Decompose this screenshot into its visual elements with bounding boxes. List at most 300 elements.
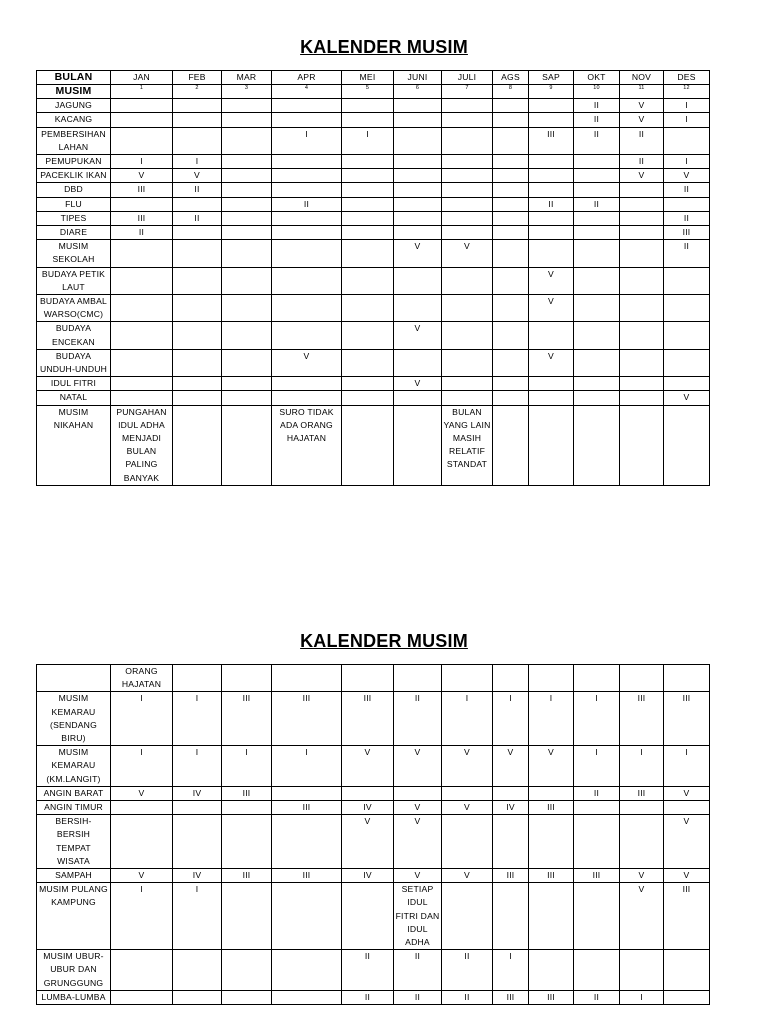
table-cell: II — [394, 950, 442, 991]
table-cell: III — [493, 869, 529, 883]
table-cell: III — [111, 211, 173, 225]
table-cell: I — [664, 99, 710, 113]
table-cell: III — [620, 786, 664, 800]
table-cell: V — [173, 169, 222, 183]
row-label: IDUL FITRI — [37, 377, 111, 391]
header-cell — [664, 665, 710, 692]
table-cell — [342, 405, 394, 485]
table-cell — [442, 113, 493, 127]
table-cell — [442, 349, 493, 376]
table-cell — [394, 295, 442, 322]
table-cell — [493, 155, 529, 169]
month-number: 4 — [272, 85, 342, 99]
row-label: BUDAYA UNDUH-UNDUH — [37, 349, 111, 376]
table-cell: I — [272, 746, 342, 787]
table-cell: II — [342, 990, 394, 1004]
table-cell: I — [173, 883, 222, 950]
table-cell: III — [529, 990, 574, 1004]
table-cell — [394, 786, 442, 800]
table-cell: III — [529, 127, 574, 154]
table-cell — [173, 127, 222, 154]
table-cell — [173, 99, 222, 113]
table-cell: I — [173, 155, 222, 169]
table-row — [37, 815, 710, 869]
table-row — [37, 127, 710, 154]
table-cell — [574, 267, 620, 294]
table-cell — [342, 295, 394, 322]
table-cell — [173, 197, 222, 211]
table-cell — [620, 211, 664, 225]
table-cell: II — [574, 113, 620, 127]
table-cell: II — [442, 950, 493, 991]
row-label: MUSIM KEMARAU (KM.LANGIT) — [37, 746, 111, 787]
table-cell — [493, 349, 529, 376]
table-cell — [442, 267, 493, 294]
table-row — [37, 267, 710, 294]
table-cell — [574, 377, 620, 391]
table-cell — [493, 183, 529, 197]
table-cell — [620, 391, 664, 405]
table-cell: I — [442, 692, 493, 746]
table-cell: II — [574, 786, 620, 800]
table-cell: I — [111, 155, 173, 169]
table-cell — [173, 815, 222, 869]
table-cell — [222, 801, 272, 815]
header-cell — [272, 665, 342, 692]
month-number: 6 — [394, 85, 442, 99]
month-number: 5 — [342, 85, 394, 99]
table-cell — [272, 211, 342, 225]
table-cell — [620, 349, 664, 376]
header-cell — [574, 665, 620, 692]
table-cell — [272, 226, 342, 240]
table-cell — [342, 183, 394, 197]
table-cell — [342, 169, 394, 183]
table-cell — [342, 349, 394, 376]
table-cell — [664, 377, 710, 391]
table-cell — [620, 183, 664, 197]
table-cell — [272, 322, 342, 349]
table-cell: III — [272, 801, 342, 815]
header-cell — [37, 665, 111, 692]
table-row — [37, 155, 710, 169]
table-cell — [272, 99, 342, 113]
table-cell — [394, 405, 442, 485]
table-row — [37, 883, 710, 950]
table-cell — [442, 99, 493, 113]
table-cell — [272, 377, 342, 391]
table-cell: V — [394, 322, 442, 349]
table-cell — [442, 295, 493, 322]
table-cell: V — [620, 869, 664, 883]
table-cell — [173, 295, 222, 322]
table-row — [37, 349, 710, 376]
table-cell — [664, 322, 710, 349]
table-cell: II — [574, 127, 620, 154]
row-label: DIARE — [37, 226, 111, 240]
table-row — [37, 692, 710, 746]
table-cell — [529, 211, 574, 225]
table-cell: IV — [493, 801, 529, 815]
table-cell: V — [342, 815, 394, 869]
table-cell — [394, 99, 442, 113]
table-cell — [529, 405, 574, 485]
table-cell — [529, 113, 574, 127]
header-row — [37, 71, 710, 85]
table-cell — [493, 295, 529, 322]
table-cell — [272, 240, 342, 267]
table-cell: IV — [342, 801, 394, 815]
table-cell — [111, 377, 173, 391]
table-cell — [111, 391, 173, 405]
table-cell: PUNGAHAN IDUL ADHA MENJADI BULAN PALING BANYAK — [111, 405, 173, 485]
table-cell: III — [664, 226, 710, 240]
table-cell — [173, 226, 222, 240]
table-cell: V — [394, 746, 442, 787]
month-header: JULI — [442, 71, 493, 85]
row-label: DBD — [37, 183, 111, 197]
table-row — [37, 746, 710, 787]
table-cell: I — [620, 990, 664, 1004]
table-cell — [442, 377, 493, 391]
table-cell: V — [394, 815, 442, 869]
row-label: MUSIM PULANG KAMPUNG — [37, 883, 111, 950]
table-cell — [574, 801, 620, 815]
table-cell: I — [222, 746, 272, 787]
table-cell — [620, 267, 664, 294]
table-cell — [111, 113, 173, 127]
table-cell — [529, 883, 574, 950]
table-cell — [272, 113, 342, 127]
header-cell — [620, 665, 664, 692]
row-label: KACANG — [37, 113, 111, 127]
table-cell — [272, 815, 342, 869]
table-cell — [664, 267, 710, 294]
table-cell: V — [272, 349, 342, 376]
table-row — [37, 405, 710, 485]
table-cell — [394, 391, 442, 405]
row-label: MUSIM KEMARAU (SENDANG BIRU) — [37, 692, 111, 746]
table-cell — [394, 127, 442, 154]
table-cell — [222, 322, 272, 349]
table-cell — [664, 349, 710, 376]
table-cell: I — [342, 127, 394, 154]
table-cell: III — [574, 869, 620, 883]
table-cell — [493, 169, 529, 183]
table-row — [37, 113, 710, 127]
table-cell — [493, 815, 529, 869]
table-cell: V — [664, 869, 710, 883]
table-cell — [342, 155, 394, 169]
table-cell — [342, 113, 394, 127]
table-cell — [342, 211, 394, 225]
table-cell — [394, 211, 442, 225]
header-row — [37, 665, 710, 692]
table-cell — [222, 950, 272, 991]
table-cell — [493, 197, 529, 211]
table-cell — [222, 883, 272, 950]
table-cell — [342, 883, 394, 950]
table-row — [37, 391, 710, 405]
table-cell — [222, 99, 272, 113]
table-cell — [574, 815, 620, 869]
table-cell: V — [394, 869, 442, 883]
table-cell — [342, 226, 394, 240]
month-header: APR — [272, 71, 342, 85]
table-cell: III — [222, 869, 272, 883]
table-cell — [394, 169, 442, 183]
table-cell: V — [620, 113, 664, 127]
table-row — [37, 99, 710, 113]
table-cell: I — [529, 692, 574, 746]
table-cell — [342, 377, 394, 391]
table-cell: II — [394, 692, 442, 746]
table-cell: V — [493, 746, 529, 787]
header-cell — [394, 665, 442, 692]
table-cell — [173, 322, 222, 349]
table-cell: V — [442, 240, 493, 267]
table-row — [37, 950, 710, 991]
table-row — [37, 211, 710, 225]
table-cell: V — [394, 240, 442, 267]
table-cell — [574, 211, 620, 225]
table-cell: II — [394, 990, 442, 1004]
table-cell: V — [442, 801, 493, 815]
table-cell — [574, 226, 620, 240]
table-cell: V — [394, 377, 442, 391]
table-cell — [222, 377, 272, 391]
table-cell: II — [442, 990, 493, 1004]
month-header: AGS — [493, 71, 529, 85]
table-cell: III — [222, 692, 272, 746]
row-label: BERSIH-BERSIH TEMPAT WISATA — [37, 815, 111, 869]
table-cell — [620, 801, 664, 815]
month-header: JAN — [111, 71, 173, 85]
month-number: 3 — [222, 85, 272, 99]
table-cell — [272, 950, 342, 991]
table-cell — [620, 377, 664, 391]
table-cell — [272, 183, 342, 197]
table-cell — [173, 267, 222, 294]
table-cell — [664, 950, 710, 991]
table-cell: V — [529, 349, 574, 376]
row-label: PACEKLIK IKAN — [37, 169, 111, 183]
table-cell: III — [342, 692, 394, 746]
table-cell — [442, 169, 493, 183]
table-cell — [529, 322, 574, 349]
table-cell: SURO TIDAK ADA ORANG HAJATAN — [272, 405, 342, 485]
table-cell — [574, 322, 620, 349]
table-cell: II — [173, 183, 222, 197]
header-cell — [529, 665, 574, 692]
table-cell: II — [111, 226, 173, 240]
header-cell — [173, 665, 222, 692]
table-cell — [111, 815, 173, 869]
table-cell — [173, 240, 222, 267]
table-cell — [664, 295, 710, 322]
table-cell — [442, 127, 493, 154]
table-cell — [529, 183, 574, 197]
header-cell — [442, 665, 493, 692]
table-cell: II — [342, 950, 394, 991]
table-cell: IV — [342, 869, 394, 883]
table-cell — [529, 391, 574, 405]
table-cell — [173, 113, 222, 127]
table-cell — [173, 950, 222, 991]
table-cell — [493, 322, 529, 349]
table-cell — [493, 127, 529, 154]
table-cell: III — [272, 692, 342, 746]
table-cell — [493, 99, 529, 113]
table-cell — [442, 183, 493, 197]
table-cell: II — [664, 183, 710, 197]
table-cell — [173, 990, 222, 1004]
table-cell: II — [620, 127, 664, 154]
table-cell — [222, 267, 272, 294]
row-label: MUSIM SEKOLAH — [37, 240, 111, 267]
month-header: DES — [664, 71, 710, 85]
table-cell — [342, 391, 394, 405]
table-cell: II — [272, 197, 342, 211]
month-number: 8 — [493, 85, 529, 99]
table-cell — [574, 240, 620, 267]
table-cell — [111, 990, 173, 1004]
table-cell: I — [173, 746, 222, 787]
table-cell — [272, 267, 342, 294]
table-cell: I — [493, 692, 529, 746]
table-row — [37, 295, 710, 322]
table-cell: III — [664, 883, 710, 950]
table-cell — [222, 990, 272, 1004]
table-cell — [111, 349, 173, 376]
table-cell — [342, 240, 394, 267]
table-cell — [493, 113, 529, 127]
table-cell — [394, 226, 442, 240]
table-cell — [664, 405, 710, 485]
table-row — [37, 990, 710, 1004]
table-cell — [529, 786, 574, 800]
row-label: NATAL — [37, 391, 111, 405]
table-cell: I — [620, 746, 664, 787]
header-label-musim: MUSIM — [37, 85, 111, 99]
table-cell — [272, 990, 342, 1004]
table-cell: I — [272, 127, 342, 154]
table-cell: III — [222, 786, 272, 800]
table-cell — [529, 240, 574, 267]
table-cell: II — [574, 197, 620, 211]
month-header: FEB — [173, 71, 222, 85]
table-cell — [529, 169, 574, 183]
table-cell: II — [574, 99, 620, 113]
row-label: BUDAYA PETIK LAUT — [37, 267, 111, 294]
row-label: ANGIN TIMUR — [37, 801, 111, 815]
table-cell — [111, 950, 173, 991]
table-cell: V — [620, 99, 664, 113]
table-cell — [620, 226, 664, 240]
table-cell — [442, 815, 493, 869]
table-cell: I — [664, 155, 710, 169]
row-label: LUMBA-LUMBA — [37, 990, 111, 1004]
header-cell — [342, 665, 394, 692]
table-cell — [442, 211, 493, 225]
row-label: PEMBERSIHAN LAHAN — [37, 127, 111, 154]
table-cell — [272, 786, 342, 800]
table-cell — [529, 226, 574, 240]
table-cell: I — [111, 746, 173, 787]
table-cell — [574, 391, 620, 405]
table-cell — [173, 349, 222, 376]
table-cell: II — [173, 211, 222, 225]
header-label-bulan: BULAN — [37, 71, 111, 85]
table-row — [37, 786, 710, 800]
table-cell: III — [664, 692, 710, 746]
table-cell — [394, 155, 442, 169]
header-cell: ORANG HAJATAN — [111, 665, 173, 692]
month-number: 7 — [442, 85, 493, 99]
table-cell — [111, 295, 173, 322]
table-cell — [342, 99, 394, 113]
table-cell — [342, 322, 394, 349]
table-cell — [272, 295, 342, 322]
table-cell — [574, 405, 620, 485]
table-cell — [222, 295, 272, 322]
table-cell: V — [111, 786, 173, 800]
table-cell: V — [664, 815, 710, 869]
table-cell — [111, 197, 173, 211]
table-cell — [493, 240, 529, 267]
table-cell — [574, 169, 620, 183]
table-cell — [620, 950, 664, 991]
month-number: 2 — [173, 85, 222, 99]
table-cell: IV — [173, 869, 222, 883]
table-cell — [442, 155, 493, 169]
table-cell — [111, 127, 173, 154]
table-cell: V — [529, 746, 574, 787]
table-cell — [222, 113, 272, 127]
table-cell: I — [111, 883, 173, 950]
table-cell — [620, 815, 664, 869]
table-cell — [664, 801, 710, 815]
table-cell: III — [493, 990, 529, 1004]
row-label: JAGUNG — [37, 99, 111, 113]
table-cell: III — [529, 801, 574, 815]
table-cell: II — [574, 990, 620, 1004]
table-row — [37, 183, 710, 197]
table-cell — [222, 815, 272, 869]
table-cell — [222, 155, 272, 169]
table-cell — [394, 183, 442, 197]
page-title-2: KALENDER MUSIM — [300, 631, 468, 651]
table-cell — [574, 883, 620, 950]
table-cell — [222, 127, 272, 154]
page-title: KALENDER MUSIM — [300, 37, 468, 57]
table-cell — [173, 405, 222, 485]
table-cell: I — [111, 692, 173, 746]
table-cell — [222, 226, 272, 240]
table-cell — [493, 226, 529, 240]
table-cell — [111, 99, 173, 113]
table-cell: V — [664, 391, 710, 405]
month-number: 12 — [664, 85, 710, 99]
table-cell — [342, 267, 394, 294]
table-cell: V — [664, 169, 710, 183]
table-cell — [529, 155, 574, 169]
table-cell — [222, 240, 272, 267]
table-cell — [173, 377, 222, 391]
table-cell — [529, 99, 574, 113]
table-cell: V — [442, 746, 493, 787]
table-cell — [272, 169, 342, 183]
